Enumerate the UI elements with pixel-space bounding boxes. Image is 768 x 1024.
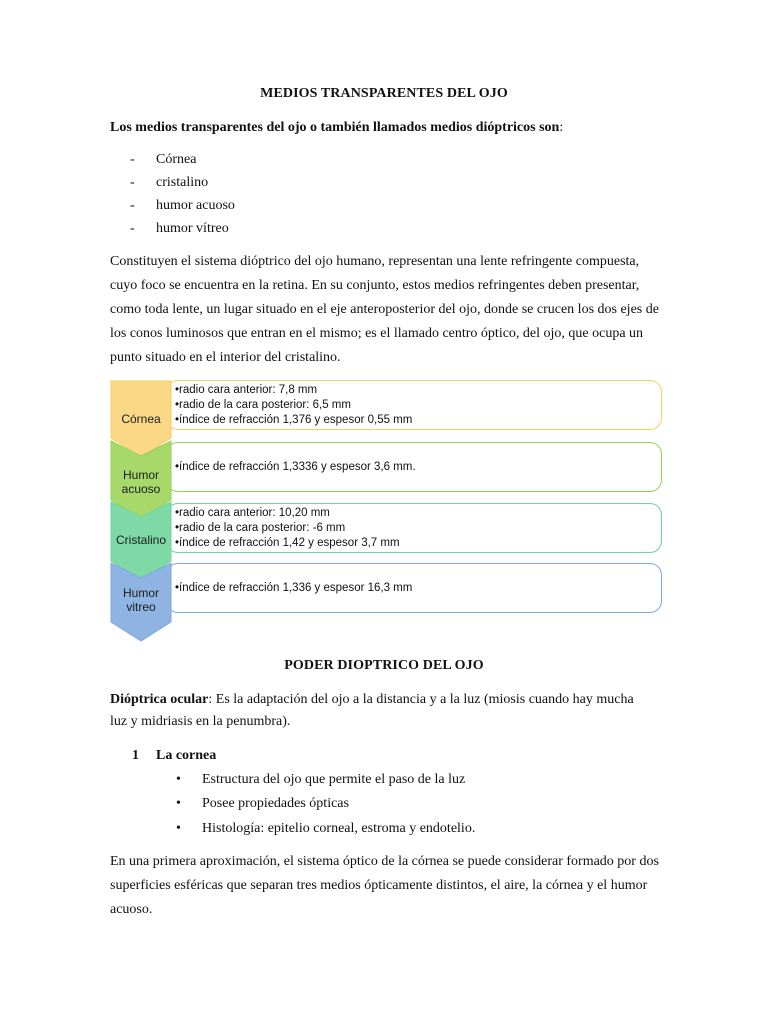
dash-marker: -: [130, 175, 135, 190]
numbered-heading-number: 1: [132, 748, 139, 763]
humor-vitreo-info-box: [166, 563, 662, 613]
dioptrica-line-2: luz y midriasis en la penumbra).: [110, 714, 291, 729]
bullet-item: Estructura del ojo que permite el paso de la luz: [202, 772, 466, 787]
page-title: MEDIOS TRANSPARENTES DEL OJO: [260, 86, 508, 101]
humor-vitreo-label: Humor vitreo: [122, 586, 159, 614]
dioptrica-definition: : Es la adaptación del ojo a la distancia y a la luz (miosis cuando hay mucha: [208, 692, 634, 707]
section-title-poder-dioptrico: PODER DIOPTRICO DEL OJO: [284, 658, 484, 673]
bullet-icon: •: [176, 821, 181, 836]
list-item-humor-acuoso: humor acuoso: [156, 198, 235, 213]
list-item-cristalino: cristalino: [156, 175, 209, 190]
cristalino-item: •radio de la cara posterior: -6 mm: [175, 521, 346, 534]
list-item-humor-vitreo: humor vítreo: [156, 221, 229, 236]
cornea-item: •radio cara anterior: 7,8 mm: [175, 383, 318, 396]
humor-vitreo-item: •índice de refracción 1,336 y espesor 16,3 mm: [175, 581, 413, 594]
humor-acuoso-item: •índice de refracción 1,3336 y espesor 3,6 mm.: [175, 460, 416, 473]
intro-bold-text: Los medios transparentes del ojo o también llamados medios dióptricos son: [110, 120, 560, 135]
dioptrica-term: Dióptrica ocular: [110, 692, 209, 707]
dash-marker: -: [130, 221, 135, 236]
bullet-item: Histología: epitelio corneal, estroma y endotelio.: [202, 821, 476, 836]
intro-line: [110, 120, 563, 136]
paragraph-sistema-dioptrico: Constituyen el sistema dióptrico del ojo humano, representan una lente refringente compuesta, cuyo foco se encuentra en la retina. En su conjunto, estos medios refringentes deben presentar, como toda lente, un lugar situado en el eje anteroposterior del ojo, donde se crucen los dos ejes de los conos luminosos que entran en el mismo; es el llamado centro óptico, del ojo, que ocupa un punto situado en el interior del cristalino.: [110, 254, 659, 365]
cristalino-item: •índice de refracción 1,42 y espesor 3,7 mm: [175, 536, 400, 549]
dash-marker: -: [130, 152, 135, 167]
cristalino-label: Cristalino: [115, 533, 166, 547]
list-item-cornea: Córnea: [156, 152, 197, 167]
numbered-heading-label: La cornea: [156, 748, 217, 763]
humor-acuoso-label: Humor acuoso: [121, 468, 161, 496]
cornea-item: •índice de refracción 1,376 y espesor 0,55 mm: [175, 413, 413, 426]
cristalino-item: •radio cara anterior: 10,20 mm: [175, 506, 330, 519]
bullet-item: Posee propiedades ópticas: [202, 796, 349, 811]
cornea-info-box: [166, 380, 662, 430]
humor-vitreo-chevron: [110, 562, 172, 642]
intro-colon: :: [559, 120, 564, 135]
humor-acuoso-info-box: [166, 442, 662, 492]
bullet-icon: •: [176, 772, 181, 787]
bullet-icon: •: [176, 796, 181, 811]
cornea-item: •radio de la cara posterior: 6,5 mm: [175, 398, 351, 411]
dioptrica-line-1: [110, 692, 634, 708]
dash-marker: -: [130, 198, 135, 213]
paragraph-aproximacion: En una primera aproximación, el sistema óptico de la córnea se puede considerar formado por dos superficies esféricas que separan tres medios ópticamente distintos, el aire, la córnea y el humor acuoso.: [110, 854, 659, 917]
cornea-label: Córnea: [121, 412, 161, 426]
cristalino-info-box: [166, 503, 662, 553]
